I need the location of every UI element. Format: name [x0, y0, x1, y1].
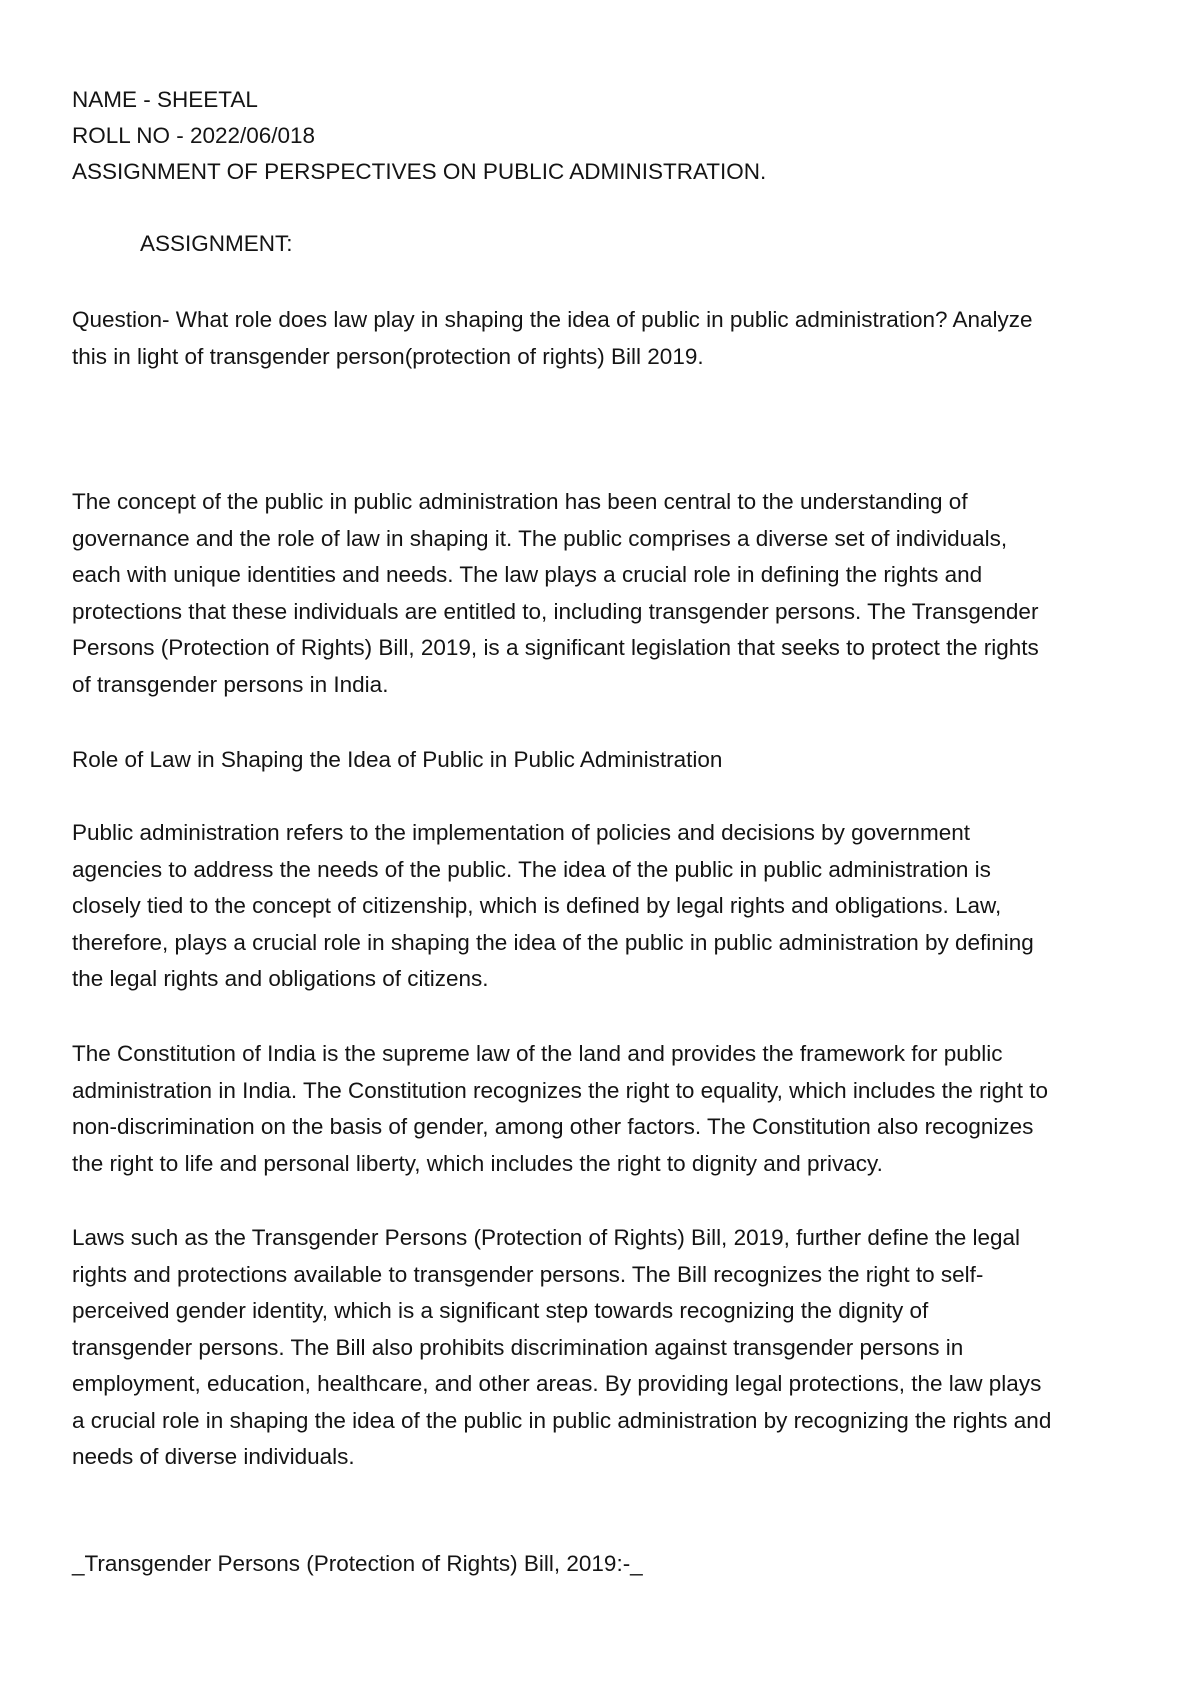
paragraph-transgender-bill	[72, 1220, 1051, 1476]
paragraph-line: the right to life and personal liberty, which includes the right to dignity and privacy.	[72, 1150, 883, 1176]
paragraph-line: administration in India. The Constitution recognizes the right to equality, which includes the right to	[72, 1077, 1048, 1103]
question-line: Question- What role does law play in shaping the idea of public in public administration? Analyze	[72, 307, 1033, 332]
paragraph-line: The concept of the public in public administration has been central to the understanding of	[72, 489, 968, 514]
paragraph-public-administration	[72, 815, 1034, 998]
paragraph-line: closely tied to the concept of citizenship, which is defined by legal rights and obligations. Law,	[72, 893, 1002, 918]
paragraph-line: protections that these individuals are entitled to, including transgender persons. The Transgender	[72, 598, 1039, 624]
assignment-title: ASSIGNMENT OF PERSPECTIVES ON PUBLIC ADMINISTRATION.	[72, 159, 767, 184]
paragraph-line: rights and protections available to transgender persons. The Bill recognizes the right to self-	[72, 1261, 984, 1287]
question-block	[72, 302, 1033, 375]
paragraph-line: of transgender persons in India.	[72, 671, 389, 697]
paragraph-line: each with unique identities and needs. The law plays a crucial role in defining the rights and	[72, 562, 983, 587]
intro-paragraph	[72, 484, 1039, 703]
paragraph-constitution	[72, 1036, 1048, 1182]
assignment-label: ASSIGNMENT:	[140, 231, 293, 256]
paragraph-line: Public administration refers to the implementation of policies and decisions by government	[72, 820, 970, 845]
paragraph-line: the legal rights and obligations of citizens.	[72, 966, 489, 991]
paragraph-line: employment, education, healthcare, and other areas. By providing legal protections, the law plays	[72, 1371, 1042, 1396]
paragraph-line: Laws such as the Transgender Persons (Protection of Rights) Bill, 2019, further define the legal	[72, 1225, 1021, 1250]
paragraph-line: governance and the role of law in shaping it. The public comprises a diverse set of individuals,	[72, 525, 1008, 551]
paragraph-line: perceived gender identity, which is a significant step towards recognizing the dignity of	[72, 1298, 929, 1323]
roll-number: ROLL NO - 2022/06/018	[72, 123, 316, 148]
paragraph-line: a crucial role in shaping the idea of the public in public administration by recognizing the rights and	[72, 1407, 1052, 1433]
paragraph-line: agencies to address the needs of the public. The idea of the public in public administration is	[72, 856, 991, 882]
student-name: NAME - SHEETAL	[72, 87, 258, 112]
section-heading: Role of Law in Shaping the Idea of Public in Public Administration	[72, 747, 723, 772]
paragraph-line: non-discrimination on the basis of gender, among other factors. The Constitution also recognizes	[72, 1114, 1034, 1139]
paragraph-line: therefore, plays a crucial role in shaping the idea of the public in public administration by defining	[72, 929, 1034, 955]
bill-subheading: _Transgender Persons (Protection of Rights) Bill, 2019:-_	[72, 1551, 643, 1576]
question-line: this in light of transgender person(protection of rights) Bill 2019.	[72, 343, 704, 369]
paragraph-line: Persons (Protection of Rights) Bill, 2019, is a significant legislation that seeks to protect the rights	[72, 635, 1039, 660]
paragraph-line: The Constitution of India is the supreme law of the land and provides the framework for public	[72, 1041, 1003, 1066]
paragraph-line: transgender persons. The Bill also prohibits discrimination against transgender persons in	[72, 1334, 964, 1360]
paragraph-line: needs of diverse individuals.	[72, 1444, 355, 1469]
